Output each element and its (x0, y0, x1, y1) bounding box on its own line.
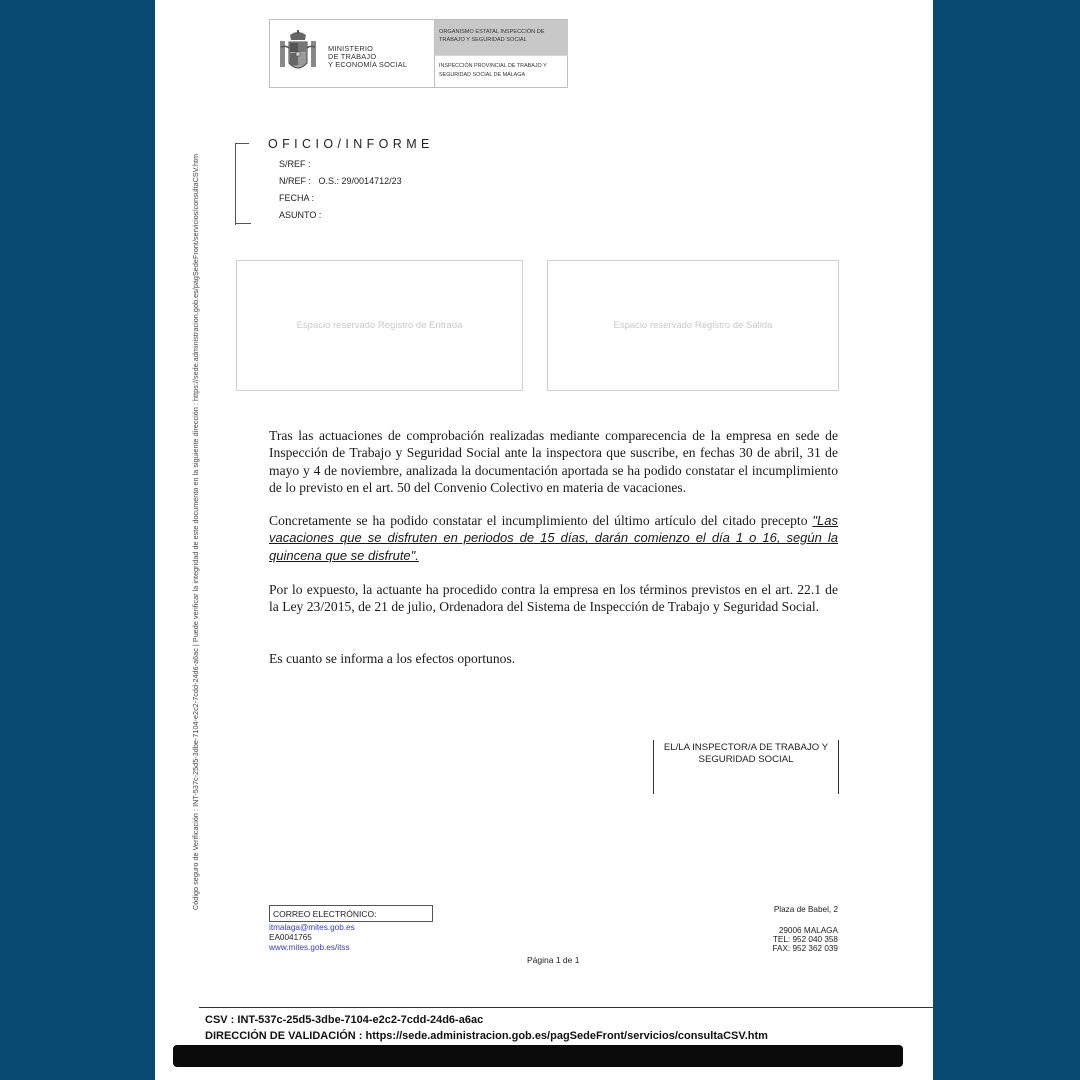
oficio-bracket (235, 143, 249, 225)
body-paragraph-4: Es cuanto se informa a los efectos oportunos. (269, 651, 516, 666)
organism-name: ORGANISMO ESTATAL INSPECCIÓN DE TRABAJO Y SEGURIDAD SOCIAL (434, 20, 568, 55)
ministry-line: Y ECONOMÍA SOCIAL (328, 60, 408, 70)
validation-address: DIRECCIÓN DE VALIDACIÓN : https://sede.administracion.gob.es/pagSedeFront/servicios/consultaCSV.htm (205, 1030, 768, 1042)
redacted-bar (173, 1045, 903, 1067)
ministry-name (328, 45, 407, 70)
ministry-line: MINISTERIO (328, 44, 374, 53)
ministry-line: DE TRABAJO (328, 52, 377, 62)
nref-value: O.S.: 29/0014712/23 (318, 176, 402, 186)
sref-label: S/REF : (279, 159, 311, 169)
address-fax: FAX: 952 362 039 (772, 944, 838, 953)
page-number: Página 1 de 1 (527, 955, 580, 965)
nref-row (279, 176, 402, 186)
address-street: Plaza de Babel, 2 (773, 905, 838, 914)
office-code: EA0041765 (269, 933, 312, 942)
body-paragraph-1: Tras las actuaciones de comprobación realizadas mediante comparecencia de la empresa en sede de Inspección de Trabajo y Seguridad Social ante la inspectora que suscribe, en fechas 30 de abril, 31 de mayo y 4 de noviembre, analizada la documentación aportada se ha podido constatar el incumplimiento de lo previsto en el art. 50 del Convenio Colectivo en materia de vacaciones. (269, 428, 838, 495)
address-postal: 29006 MALAGA (778, 926, 838, 935)
registry-salida-label: Espacio reservado Registro de Salida (613, 320, 773, 331)
fecha-label: FECHA : (279, 193, 315, 203)
convenio-quote: "Las vacaciones que se disfruten en periodos de 15 días, darán comienzo el día 1 o 16, según la quincena que se disfrute". (269, 513, 838, 563)
oficio-title: OFICIO/INFORME (268, 137, 434, 151)
email-label-box: CORREO ELECTRÓNICO: (269, 905, 433, 922)
paragraph-2-intro: Concretamente se ha podido constatar el incumplimiento del último artículo del citado precepto (269, 513, 813, 528)
document-page (155, 0, 933, 1080)
website-link[interactable]: www.mites.gob.es/itss (269, 943, 350, 952)
registry-salida-box (547, 260, 839, 391)
email-link[interactable]: itmalaga@mites.gob.es (269, 923, 355, 932)
body-paragraph-2 (269, 512, 838, 564)
side-verification-text: Código seguro de Verificación : INT-537c-25d5-3dbe-7104-e2c2-7cdd-24d6-a6ac | Puede verificar la integridad de este documento en la siguiente dirección : https://sede.administracion.gob.es/pagSedeFront/servicios/consultaCSV.htm (191, 153, 200, 910)
body-paragraph-3: Por lo expuesto, la actuante ha procedido contra la empresa en los términos previstos en el art. 22.1 de la Ley 23/2015, de 21 de julio, Ordenadora del Sistema de Inspección de Trabajo y Seguridad Social. (269, 582, 838, 615)
nref-label: N/REF : (279, 176, 312, 186)
provincial-inspection-name: INSPECCIÓN PROVINCIAL DE TRABAJO Y SEGURIDAD SOCIAL DE MÁLAGA (434, 55, 568, 88)
signature-line-2: SEGURIDAD SOCIAL (698, 753, 794, 765)
signature-block (653, 740, 839, 794)
registry-entrada-label: Espacio reservado Registro de Entrada (296, 320, 463, 331)
footer-divider (199, 1007, 933, 1008)
oficio-bracket-bottom (235, 223, 251, 224)
csv-code: CSV : INT-537c-25d5-3dbe-7104-e2c2-7cdd-24d6-a6ac (205, 1014, 484, 1026)
letterhead (269, 19, 568, 88)
registry-entrada-box (236, 260, 523, 391)
signature-line-1: EL/LA INSPECTOR/A DE TRABAJO Y (663, 742, 829, 753)
coat-of-arms-icon (278, 29, 318, 77)
address-tel: TEL: 952 040 358 (772, 935, 838, 944)
asunto-label: ASUNTO : (279, 210, 322, 220)
